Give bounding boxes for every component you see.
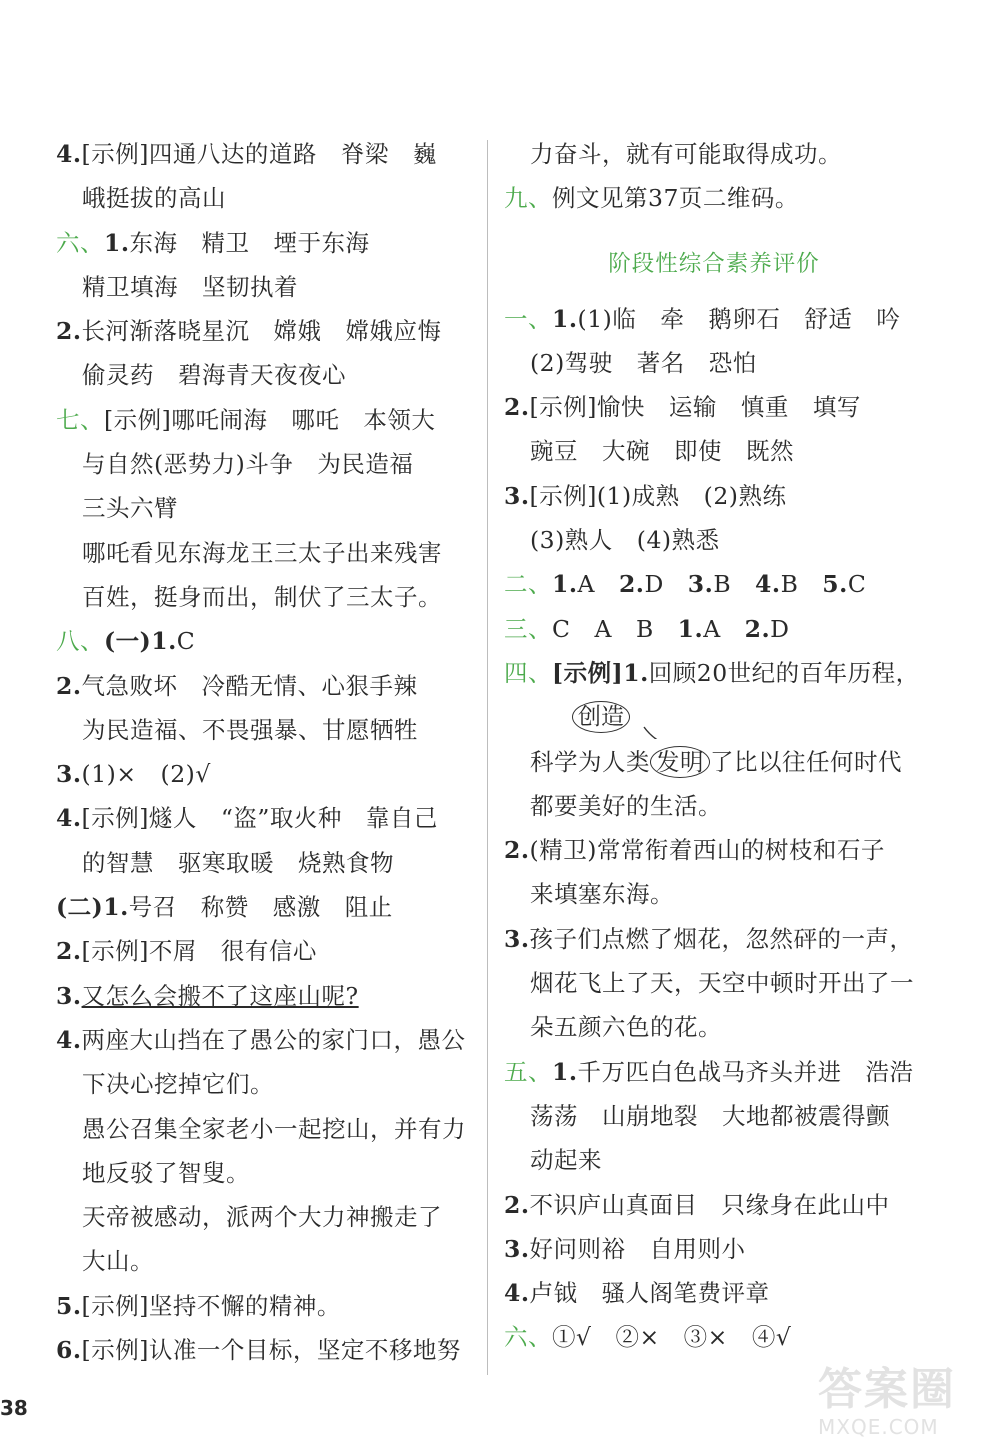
answer-line: 三头六臂 xyxy=(82,494,178,523)
answer-line: 5.[示例]坚持不懈的精神。 xyxy=(56,1291,341,1320)
answer-line: 哪吒看见东海龙王三太子出来残害 xyxy=(82,538,442,567)
answer-line: 来填塞东海。 xyxy=(530,880,674,909)
answer-line: 精卫填海 坚韧执着 xyxy=(82,272,298,301)
answer-line: 科学为人类 发明 了比以往任何时代 xyxy=(530,747,902,776)
answer-line: 力奋斗，就有可能取得成功。 xyxy=(530,140,842,168)
answer-line: 2.长河渐落晓星沉 嫦娥 嫦娥应悔 xyxy=(56,317,442,346)
answer-line: 大山。 xyxy=(82,1247,154,1276)
section-four: 四、[示例]1.回顾20世纪的百年历程， xyxy=(504,658,920,687)
watermark-url: MXQE.COM xyxy=(818,1415,939,1439)
section-nine: 九、例文见第37页二维码。 xyxy=(504,184,799,213)
right-column xyxy=(504,132,924,1360)
answer-line: 4.[示例]四通八达的道路 脊梁 巍 xyxy=(56,140,437,168)
answer-line: 4.卢钺 骚人阁笔费评章 xyxy=(504,1279,770,1308)
circled-word-create: 创造 xyxy=(572,701,630,733)
answer-line: 地反驳了智叟。 xyxy=(82,1158,250,1187)
answer-line: 3.[示例](1)成熟 (2)熟练 xyxy=(504,481,787,510)
answer-line: 的智慧 驱寒取暖 烧熟食物 xyxy=(82,848,394,877)
page-number: 38 xyxy=(0,1396,28,1420)
answer-line: 2.气急败坏 冷酷无情、心狠手辣 xyxy=(56,671,418,700)
answer-line: 6.[示例]认准一个目标，坚定不移地努 xyxy=(56,1336,461,1365)
answer-line: 峨挺拔的高山 xyxy=(82,184,226,213)
answer-line: 都要美好的生活。 xyxy=(530,791,722,820)
answer-line: 下决心挖掉它们。 xyxy=(82,1070,274,1099)
answer-line: 天帝被感动，派两个大力神搬走了 xyxy=(82,1203,442,1232)
answer-line: 4.两座大山挡在了愚公的家门口，愚公 xyxy=(56,1025,466,1054)
watermark-logo xyxy=(818,1365,993,1445)
answer-line: 荡荡 山崩地裂 大地都被震得颤 xyxy=(530,1101,890,1130)
answer-line: 2.[示例]愉快 运输 慎重 填写 xyxy=(504,393,861,422)
answer-line: (3)熟人 (4)熟悉 xyxy=(530,526,720,555)
answer-line: 3.又怎么会搬不了这座山呢? xyxy=(56,981,359,1010)
circled-word-invent: 发明 xyxy=(650,746,710,778)
answer-line: 4.[示例]燧人 “盗”取火种 靠自己 xyxy=(56,804,438,833)
revision-annotation xyxy=(504,695,924,739)
answer-line: 3.(1)× (2)√ xyxy=(56,760,211,789)
answer-line: 烟花飞上了天，天空中顿时开出了一 xyxy=(530,969,914,998)
watermark-text: 答案圈 xyxy=(818,1364,956,1415)
section-six: 六、1.东海 精卫 堙于东海 xyxy=(56,228,370,257)
answer-line: 3.孩子们点燃了烟花，忽然砰的一声， xyxy=(504,924,914,953)
answer-line: 2.不识庐山真面目 只缘身在此山中 xyxy=(504,1190,890,1219)
left-column xyxy=(56,132,476,1372)
answer-line: (二)1.号召 称赞 感激 阻止 xyxy=(56,893,393,922)
answer-line: 愚公召集全家老小一起挖山，并有力 xyxy=(82,1114,466,1143)
answer-line: 豌豆 大碗 即使 既然 xyxy=(530,437,794,466)
section-two: 二、1.A 2.D 3.B 4.B 5.C xyxy=(504,570,867,599)
answer-line: 为民造福、不畏强暴、甘愿牺牲 xyxy=(82,715,418,744)
section-heading: 阶段性综合素养评价 xyxy=(608,250,820,277)
answer-line: 动起来 xyxy=(530,1146,602,1175)
section-eight: 八、(一)1.C xyxy=(56,627,196,656)
answer-line: 与自然(恶势力)斗争 为民造福 xyxy=(82,450,414,479)
section-five: 五、1.千万匹白色战马齐头并进 浩浩 xyxy=(504,1057,914,1086)
section-six-eval: 六、①√ ②× ③× ④√ xyxy=(504,1323,792,1352)
answer-line: 2.(精卫)常常衔着西山的树枝和石子 xyxy=(504,836,885,865)
answer-line: 2.[示例]不屑 很有信心 xyxy=(56,937,317,966)
column-divider xyxy=(487,140,488,1375)
section-seven: 七、[示例]哪吒闹海 哪吒 本领大 xyxy=(56,405,436,434)
section-three: 三、C A B 1.A 2.D xyxy=(504,614,790,643)
answer-line: (2)驾驶 著名 恐怕 xyxy=(530,348,757,377)
answer-line: 偷灵药 碧海青天夜夜心 xyxy=(82,361,346,390)
section-one: 一、1.(1)临 牵 鹅卵石 舒适 吟 xyxy=(504,304,901,333)
answer-line: 百姓，挺身而出，制伏了三太子。 xyxy=(82,582,442,611)
answer-line: 朵五颜六色的花。 xyxy=(530,1013,722,1042)
answer-line: 3.好问则裕 自用则小 xyxy=(504,1234,746,1263)
